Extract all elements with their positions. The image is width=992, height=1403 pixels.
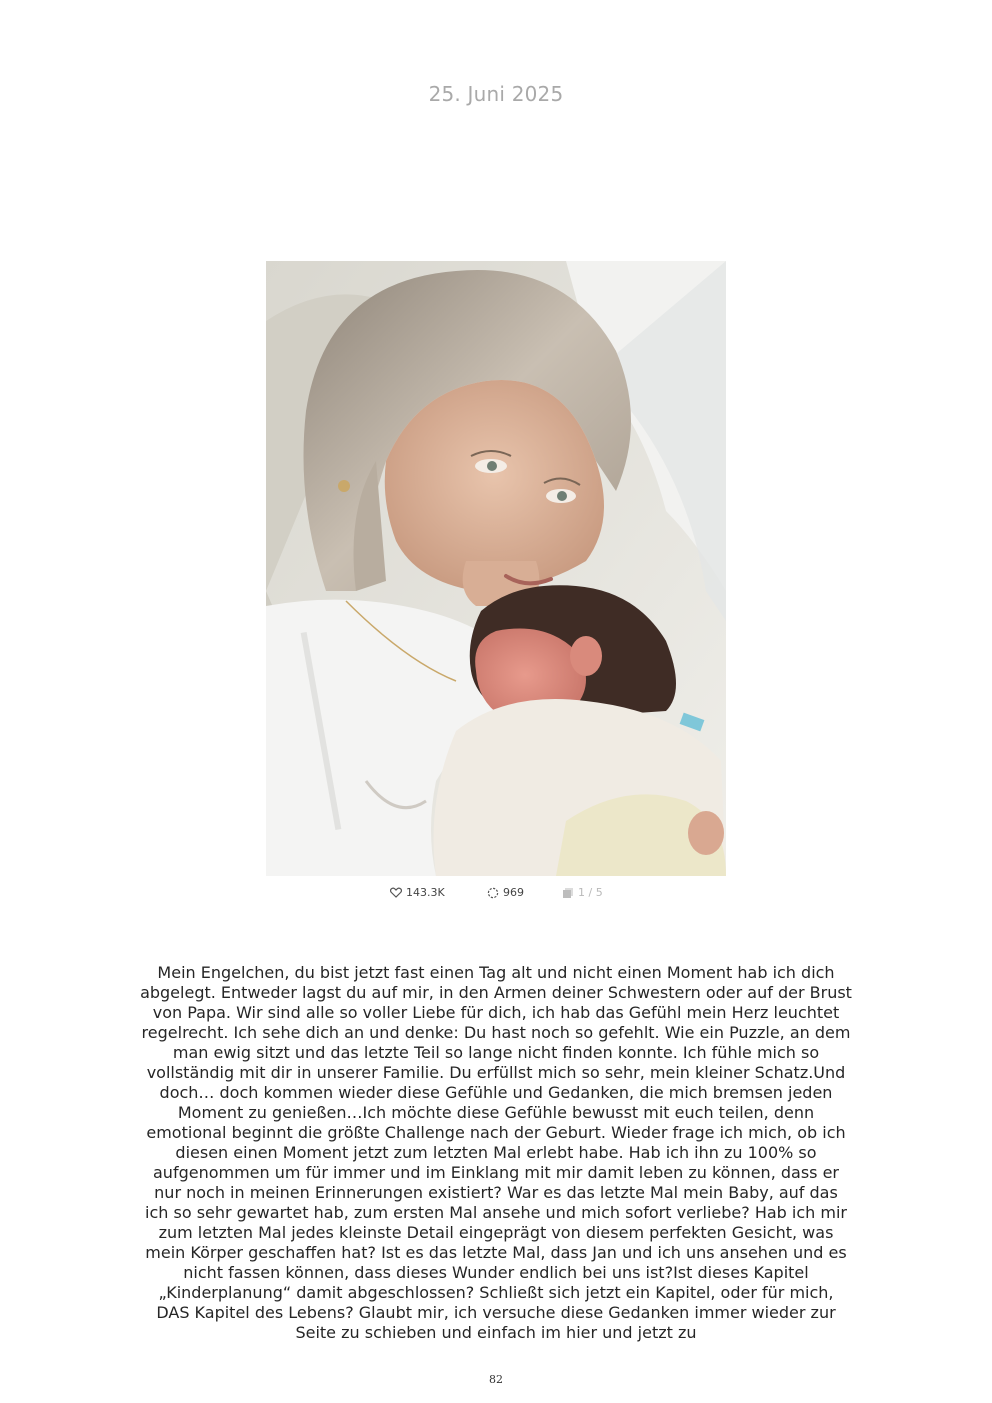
likes-count: 143.3K <box>406 886 445 899</box>
post-photo <box>266 261 726 876</box>
gallery-counter: 1 / 5 <box>578 886 603 899</box>
post-caption: Mein Engelchen, du bist jetzt fast einen Tag alt und nicht einen Moment hab ich dich abgelegt. Entweder lagst du auf mir, in den Armen deiner Schwestern oder auf der Brust von Papa. Wir sind alle so voller Liebe für dich, ich hab das Gefühl mein Herz leuchtet regelrecht. Ich sehe dich an und denke: Du hast noch so gefehlt. Wie ein Puzzle, an dem man ewig sitzt und das letzte Teil so lange nicht finden konnte. Ich fühle mich so vollständig mit dir in unserer Familie. Du erfüllst mich so sehr, mein kleiner Schatz.Und doch… doch kommen wieder diese Gefühle und Gedanken, die mich bremsen jeden Moment zu genießen…Ich möchte diese Gefühle bewusst mit euch teilen, denn emotional beginnt die größte Challenge nach der Geburt. Wieder frage ich mich, ob ich diesen einen Moment jetzt zum letzten Mal erlebt habe. Hab ich ihn zu 100% so aufgenommen um für immer und im Einklang mit mir damit leben zu können, dass er nur noch in meinen Erinnerungen existiert? War es das letzte Mal mein Baby, auf das ich so sehr gewartet hab, zum ersten Mal ansehe und mich sofort verliebe? Hab ich mir zum letzten Mal jedes kleinste Detail eingeprägt von diesem perfekten Gesicht, was mein Körper geschaffen hat? Ist es das letzte Mal, dass Jan und ich uns ansehen und es nicht fassen können, dass dieses Wunder endlich bei uns ist?Ist dieses Kapitel „Kinderplanung“ damit abgeschlossen? Schließt sich jetzt ein Kapitel, oder für mich, DAS Kapitel des Lebens? Glaubt mir, ich versuche diese Gedanken immer wieder zur Seite zu schieben und einfach im hier und jetzt zu <box>140 963 852 1342</box>
post-stats <box>0 886 992 902</box>
page-number: 82 <box>489 1373 503 1386</box>
gallery-icon <box>562 887 574 899</box>
gallery-stat[interactable] <box>562 886 603 899</box>
comments-stat[interactable] <box>487 886 524 899</box>
heart-icon <box>390 887 402 898</box>
post-date: 25. Juni 2025 <box>428 82 564 106</box>
likes-stat[interactable] <box>390 886 445 899</box>
comment-icon <box>487 887 499 899</box>
comments-count: 969 <box>503 886 524 899</box>
